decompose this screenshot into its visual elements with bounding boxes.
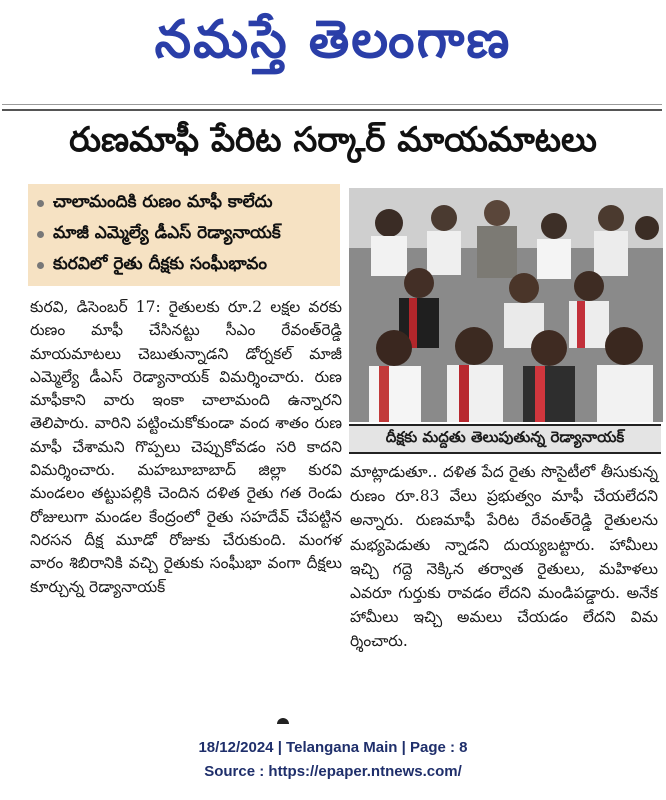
bullet-dot-icon [37, 231, 44, 238]
bullet-dot-icon [37, 200, 44, 207]
news-photo [349, 188, 663, 422]
bullet-item [28, 188, 340, 219]
article-body-left: కురవి, డిసెంబర్ 17: రైతులకు రూ.2 లక్షల వరకు రుణం మాఫీ చేసినట్టు సీఎం రేవంత్‌రెడ్డి మాయమాటలు చెబుతున్నాడని డోర్నకల్ మాజీ ఎమ్మెల్యే డీఎస్ రెడ్యానాయక్ విమర్శించారు. రుణ మాఫీకాని వారు ఇంకా చాలామంది ఉన్నారని తెలిపారు. వారిని పట్టించుకోకుండా వంద శాతం రుణ మాఫీ చేశామని గొప్పలు చెప్పుకోవడం సరి కాదని విమర్శించారు. మహబూబాబాద్ జిల్లా కురవి మండలం తట్టుపల్లికి చెందిన దళిత రైతు గత రెండు రోజులుగా మండల కేంద్రంలో రైతు సహదేవ్ చేపట్టిన నిరసన దీక్ష మూడో రోజుకు చేరుకుంది. మంగళ వారం శిబిరానికి వచ్చి రైతుకు సంఘీభా వంగా దీక్షలు కూర్చున్న రెడ్యానాయక్ [30, 298, 342, 596]
bullet-item [28, 250, 340, 281]
footer-source-line: Source : https://epaper.ntnews.com/ [204, 763, 462, 780]
photo-caption: దీక్షకు మద్దతు తెలుపుతున్న రెడ్యానాయక్ [349, 424, 661, 454]
masthead-rule-thick [2, 109, 662, 111]
bullet-text: చాలామందికి రుణం మాఫీ కాలేదు [53, 191, 273, 212]
footer-date-line: 18/12/2024 | Telangana Main | Page : 8 [198, 739, 468, 756]
newspaper-title: నమస్తే తెలంగాణ [154, 10, 512, 70]
masthead-rule-thin [2, 104, 662, 105]
bullet-text: కురవిలో రైతు దీక్షకు సంఘీభావం [53, 253, 267, 274]
masthead [0, 0, 666, 98]
bullet-dot-icon [37, 262, 44, 269]
bullet-text: మాజీ ఎమ్మెల్యే డీఎస్ రెడ్యానాయక్ [53, 222, 281, 243]
article-body-right: మాట్లాడుతూ.. దళిత పేద రైతు సొసైటీలో తీసుకున్న రుణం రూ.83 వేలు ప్రభుత్వం మాఫీ చేయలేదని అన్నారు. రుణమాఫీ పేరిట రేవంత్‌రెడ్డి రైతులను మభ్యపెడుతు న్నాడని దుయ్యబట్టారు. హామీలు ఇచ్చి గద్దె నెక్కిన తర్వాత రైతులు, మహిళలు ఎవరూ గుర్తుకు రావడం లేదని మండిపడ్డారు. అనేక హామీలు ఇచ్చి అమలు చేయడం లేదని విమ ర్శించారు. [350, 463, 658, 651]
source-footer [0, 736, 666, 784]
bullet-item [28, 219, 340, 250]
highlight-bullets [28, 184, 340, 286]
crowd-photo-illustration [349, 188, 663, 422]
article-headline: రుణమాఫీ పేరిట సర్కార్ మాయమాటలు [69, 120, 597, 160]
page-marker-icon [277, 718, 289, 724]
